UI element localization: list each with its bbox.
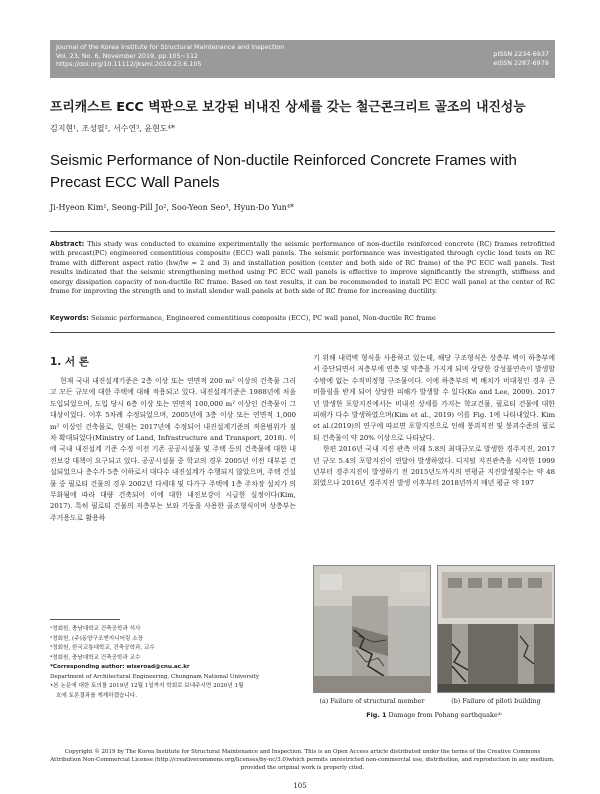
figure-caption bbox=[313, 711, 555, 719]
issn-block bbox=[493, 50, 549, 67]
figure-caption-text: Damage from Pohang earthquake⁴⁾ bbox=[388, 711, 502, 719]
keywords-label: Keywords: bbox=[50, 314, 89, 322]
photo-piloti-failure bbox=[437, 565, 555, 693]
eissn: eISSN 2287-6979 bbox=[493, 58, 549, 67]
footnotes bbox=[50, 625, 296, 701]
figure-subcaption-a: (a) Failure of structural member bbox=[319, 697, 425, 705]
journal-volume: Vol. 23, No. 6, November 2019, pp.105~112 bbox=[56, 51, 199, 60]
abstract-label: Abstract: bbox=[50, 240, 85, 248]
divider-top bbox=[50, 231, 555, 232]
korean-authors: 김지현¹, 조성필², 서수연³, 윤현도⁴* bbox=[50, 124, 175, 133]
footnote: Department of Architectural Engineering, Chungnam National University bbox=[50, 673, 260, 680]
copyright-notice: Copyright © 2019 by The Korea Institute for Structural Maintenance and Inspection. This is an Open Access article distributed under the terms of the Creative Commons Attribution Non-Commercial License (http://creativecommons.org/licenses/by-nc/3.0)which permits unrestricted non-commercial use, distribution, and reproduction in any medium, provided the original work is properly cited. bbox=[50, 749, 555, 772]
korean-title: 프리캐스트 ECC 벽판으로 보강된 비내진 상세를 갖는 철근콘크리트 골조의 내진성능 bbox=[50, 100, 526, 115]
figure-subcaption-b: (b) Failure of piloti building bbox=[451, 697, 541, 705]
body-column-right bbox=[313, 353, 555, 490]
footnote-rule bbox=[50, 619, 120, 620]
abstract bbox=[50, 240, 555, 296]
corresponding-author: *Corresponding author: wiseroad@cnu.ac.kr bbox=[50, 664, 190, 670]
english-title: Seismic Performance of Non-ductile Reinforced Concrete Frames with Precast ECC Wall Panels bbox=[50, 152, 517, 191]
abstract-text: This study was conducted to examine experimentally the seismic performance of non-ductile reinforced concrete (RC) frames retrofitted with precast(PC) engineered cementitious composite (ECC) wall panels. The seismic performance was investigated through cyclic load tests on RC frame with different aspect ratio (hw/lw = 2 and 3) and installation position (center and both side of RC frame) of the PC ECC wall panels. Test results indicated that the seismic strengthening method using PC ECC wall panels is effective to improve significantly the strength, stiffness and energy dissipation capacity of non-ductile RC frame. Based on test results, it can be recommended to install PC ECC wall panel at the center of RC frame for improving the strength and to install slender wall panels at both side of RC frame for increasing ductility. bbox=[50, 240, 555, 296]
body-paragraph: 한편 2016년 국내 지진 관측 이래 5.8의 최대규모로 발생한 경주지진, 2017년 규모 5.4의 포항지진이 연달아 발생하였다. 디지털 지진관측을 시작한 1999년부터 경주지진이 발생하기 전 2015년도까지의 연평균 지진발생횟수는 약 48회였으나 2016년 경주지진 발생 이후부터 2018년까지 매년 평균 약 197 bbox=[313, 445, 555, 488]
keywords-text: Seismic performance, Engineered cementitious composite (ECC), PC wall panel, Non-ductile RC frame bbox=[91, 314, 436, 322]
body-paragraph: 현재 국내 내진설계기준은 2층 이상 또는 연면적 200 m² 이상의 건축물 그리고 모든 규모에 대한 주택에 대해 적용되고 있다. 내진설계기준은 1988년에 처음 도입되었으며, 도입 당시 6층 이상 또는 연면적 100,000 m² 이상인 건축물이 그 대상이었다. 이후 5차례 수정되었으며, 2005년에 3층 이상 또는 연면적 1,000 m² 이상인 건축물로, 현재는 2017년에 수정되어 내진설계기준의 적용범위가 점차 확대되었다(Ministry of Land, Infrastructure and Transport, 2018). 이에 국내 내진설계 기준 수정 이전 기존 공공시설물 및 주택 등의 건축물에 대한 내진보강 대책이 요구되고 있다. 공공시설물 중 학교의 경우 2005년 이전 대부분 건설되었으나 층수가 5층 이하로서 대다수 내진설계가 수행되지 않았으며, 주택 건설물 중 필로티 건물의 경우 2002년 다세대 및 다가구 주택에 1층 주차장 설치가 의무화됨에 따라 대량 건축되어 이에 대한 내진보강이 시급한 실정이다(Kim, 2017). 특히 필로티 건물의 저층부는 보와 기둥을 사용한 골조형식이며 상층부는 주거용도로 활용하 bbox=[50, 377, 296, 522]
footnote: ²정회원, (주)동양구조엔지니어링 소장 bbox=[50, 635, 143, 642]
body-column-left bbox=[50, 376, 296, 524]
footnote: 호에 토론결과를 게재하겠습니다. bbox=[56, 692, 137, 699]
divider-bottom bbox=[50, 332, 555, 333]
footnote: ³정회원, 한국교통대학교, 건축공학과, 교수 bbox=[50, 645, 155, 651]
footnote: ¹정회원, 충남대학교 건축공학과 석사 bbox=[50, 626, 141, 632]
doi-link[interactable]: https://doi.org/10.11112/jksmi.2019.23.6.105 bbox=[56, 60, 202, 69]
page-number: 105 bbox=[293, 782, 307, 790]
figure-1 bbox=[313, 565, 555, 725]
pissn: pISSN 2234-6937 bbox=[493, 50, 549, 58]
figure-label: Fig. 1 bbox=[366, 711, 387, 719]
english-authors: Ji-Hyeon Kim¹, Seong-Pill Jo², Soo-Yeon Seo³, Hyun-Do Yun⁴* bbox=[50, 203, 295, 212]
section-heading: 1. 서 론 bbox=[50, 356, 89, 368]
footnote: ⁴정회원, 충남대학교 건축공학과 교수 bbox=[50, 654, 141, 661]
photo-structural-failure bbox=[313, 565, 431, 693]
footnote: •본 논문에 대한 토의를 2019년 12월 1일까지 학회로 보내주시면 2020년 1월 bbox=[50, 683, 244, 689]
journal-name: Journal of the Korea Institute for Structural Maintenance and Inspection bbox=[56, 43, 285, 51]
journal-banner bbox=[50, 40, 555, 78]
keywords bbox=[50, 314, 555, 323]
body-paragraph: 기 위해 내력벽 형식을 사용하고 있는데, 해당 구조형식은 상층부 벽이 하층부에서 중단되면서 저층부에 연층 및 약층을 가지게 되며 상당한 강성불연속이 발생할 수밖에 없는 수직비정형 구조물이다. 이에 하층부의 벽 배치가 비대칭인 경우 큰 비틀림을 받게 되어 상당한 피해가 발생할 수 있다(Ko and Lee, 2009). 2017년 발생한 포항지진에서는 비내진 상세를 가지는 학교건물, 필로티 건물에 대한 피해가 다수 발생하였으며(Kim et al., 2019) 이를 Fig. 1에 나타내었다. Kim et al.(2019)의 연구에 따르면 포항지진으로 인해 붕괴직전 및 붕괴수준의 필로티 건축물이 약 20% 이상으로 나타났다. bbox=[313, 354, 555, 442]
